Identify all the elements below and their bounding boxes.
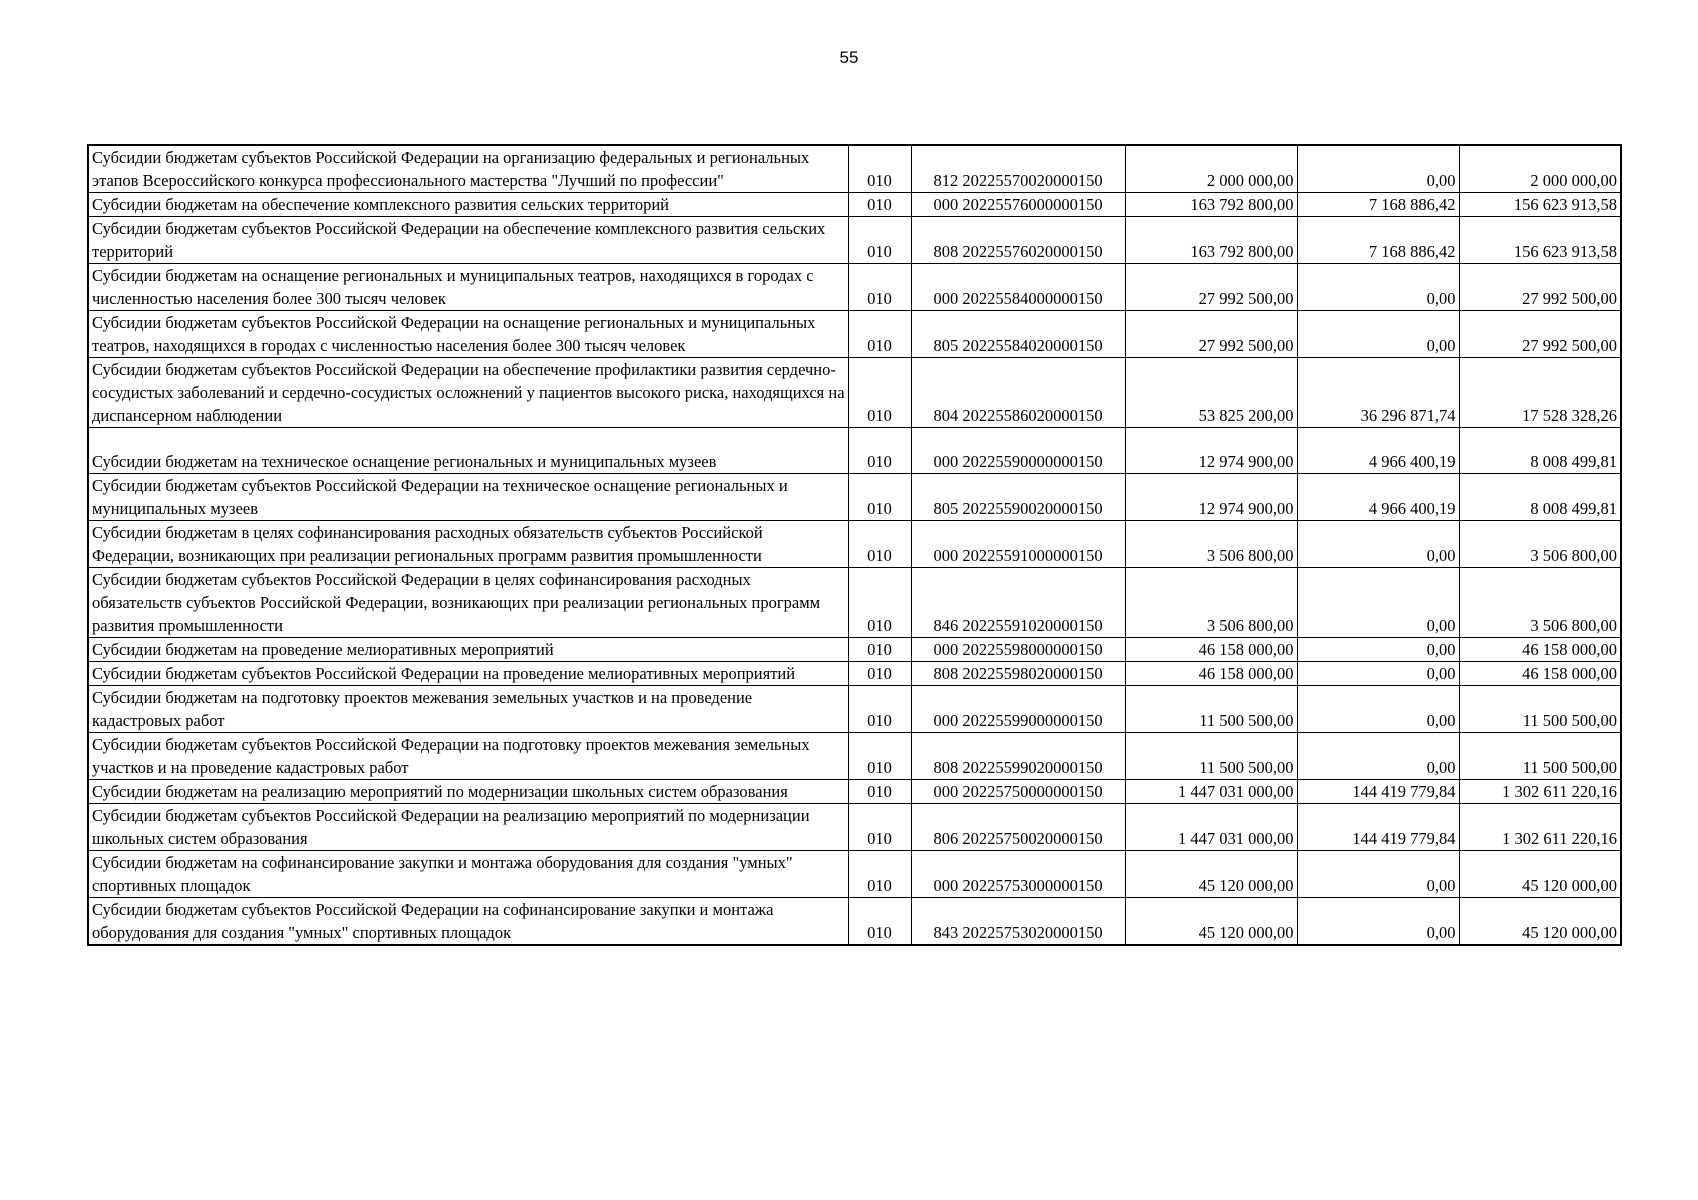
row-description: Субсидии бюджетам субъектов Российской Федерации на софинансирование закупки и монтажа оборудования для создания "умных" спортивных площадок	[88, 898, 848, 946]
row-description: Субсидии бюджетам на обеспечение комплексного развития сельских территорий	[88, 193, 848, 217]
table-row	[88, 193, 1621, 217]
table-row	[88, 733, 1621, 780]
row-executed-amount: 0,00	[1297, 686, 1459, 733]
row-executed-amount: 4 966 400,19	[1297, 428, 1459, 474]
table-row	[88, 804, 1621, 851]
row-approved-amount: 12 974 900,00	[1125, 474, 1297, 521]
page-number: 55	[839, 48, 859, 67]
row-executed-amount: 7 168 886,42	[1297, 193, 1459, 217]
row-unexecuted-amount: 45 120 000,00	[1459, 898, 1621, 946]
table-row	[88, 851, 1621, 898]
row-description: Субсидии бюджетам субъектов Российской Федерации в целях софинансирования расходных обязательств субъектов Российской Федерации, возникающих при реализации региональных программ развития промышленности	[88, 568, 848, 638]
row-budget-code: 000 20225584000000150	[911, 264, 1125, 311]
row-executed-amount: 7 168 886,42	[1297, 217, 1459, 264]
row-executed-amount: 0,00	[1297, 898, 1459, 946]
row-budget-code: 000 20225599000000150	[911, 686, 1125, 733]
table-row	[88, 898, 1621, 946]
row-approved-amount: 27 992 500,00	[1125, 264, 1297, 311]
row-description: Субсидии бюджетам субъектов Российской Федерации на реализацию мероприятий по модернизации школьных систем образования	[88, 804, 848, 851]
row-approved-amount: 45 120 000,00	[1125, 898, 1297, 946]
row-executed-amount: 36 296 871,74	[1297, 358, 1459, 428]
row-description: Субсидии бюджетам в целях софинансирования расходных обязательств субъектов Российской Федерации, возникающих при реализации региональных программ развития промышленности	[88, 521, 848, 568]
row-budget-code: 812 20225570020000150	[911, 145, 1125, 193]
row-budget-code: 000 20225590000000150	[911, 428, 1125, 474]
row-budget-code: 000 20225576000000150	[911, 193, 1125, 217]
row-budget-code: 843 20225753020000150	[911, 898, 1125, 946]
row-unexecuted-amount: 3 506 800,00	[1459, 568, 1621, 638]
table-row	[88, 474, 1621, 521]
row-budget-code: 805 20225584020000150	[911, 311, 1125, 358]
row-approved-amount: 163 792 800,00	[1125, 193, 1297, 217]
table-row	[88, 568, 1621, 638]
row-line-code: 010	[848, 568, 911, 638]
row-line-code: 010	[848, 428, 911, 474]
row-line-code: 010	[848, 474, 911, 521]
row-budget-code: 000 20225750000000150	[911, 780, 1125, 804]
row-unexecuted-amount: 27 992 500,00	[1459, 311, 1621, 358]
row-approved-amount: 53 825 200,00	[1125, 358, 1297, 428]
row-executed-amount: 0,00	[1297, 568, 1459, 638]
row-budget-code: 000 20225753000000150	[911, 851, 1125, 898]
row-executed-amount: 4 966 400,19	[1297, 474, 1459, 521]
row-line-code: 010	[848, 193, 911, 217]
row-unexecuted-amount: 11 500 500,00	[1459, 686, 1621, 733]
row-line-code: 010	[848, 851, 911, 898]
row-executed-amount: 0,00	[1297, 521, 1459, 568]
row-budget-code: 000 20225591000000150	[911, 521, 1125, 568]
row-line-code: 010	[848, 733, 911, 780]
row-approved-amount: 11 500 500,00	[1125, 733, 1297, 780]
row-executed-amount: 0,00	[1297, 638, 1459, 662]
row-line-code: 010	[848, 686, 911, 733]
row-budget-code: 846 20225591020000150	[911, 568, 1125, 638]
row-unexecuted-amount: 45 120 000,00	[1459, 851, 1621, 898]
row-line-code: 010	[848, 217, 911, 264]
table-row	[88, 521, 1621, 568]
row-executed-amount: 0,00	[1297, 851, 1459, 898]
row-unexecuted-amount: 2 000 000,00	[1459, 145, 1621, 193]
row-description: Субсидии бюджетам на техническое оснащение региональных и муниципальных музеев	[88, 428, 848, 474]
budget-table	[87, 144, 1622, 946]
row-executed-amount: 0,00	[1297, 311, 1459, 358]
row-unexecuted-amount: 46 158 000,00	[1459, 638, 1621, 662]
row-description: Субсидии бюджетам субъектов Российской Федерации на обеспечение профилактики развития сердечно-сосудистых заболеваний и сердечно-сосудистых осложнений у пациентов высокого риска, находящихся на диспансерном наблюдении	[88, 358, 848, 428]
row-budget-code: 806 20225750020000150	[911, 804, 1125, 851]
row-unexecuted-amount: 8 008 499,81	[1459, 474, 1621, 521]
row-budget-code: 808 20225599020000150	[911, 733, 1125, 780]
row-line-code: 010	[848, 311, 911, 358]
row-approved-amount: 1 447 031 000,00	[1125, 804, 1297, 851]
row-budget-code: 804 20225586020000150	[911, 358, 1125, 428]
row-unexecuted-amount: 46 158 000,00	[1459, 662, 1621, 686]
table-row	[88, 217, 1621, 264]
row-unexecuted-amount: 1 302 611 220,16	[1459, 804, 1621, 851]
row-approved-amount: 1 447 031 000,00	[1125, 780, 1297, 804]
table-row	[88, 780, 1621, 804]
row-description: Субсидии бюджетам на подготовку проектов межевания земельных участков и на проведение кадастровых работ	[88, 686, 848, 733]
row-unexecuted-amount: 3 506 800,00	[1459, 521, 1621, 568]
row-description: Субсидии бюджетам субъектов Российской Федерации на проведение мелиоративных мероприятий	[88, 662, 848, 686]
table-row	[88, 662, 1621, 686]
row-line-code: 010	[848, 145, 911, 193]
row-description: Субсидии бюджетам субъектов Российской Федерации на обеспечение комплексного развития сельских территорий	[88, 217, 848, 264]
table-row	[88, 638, 1621, 662]
row-line-code: 010	[848, 780, 911, 804]
row-line-code: 010	[848, 638, 911, 662]
row-description: Субсидии бюджетам субъектов Российской Федерации на организацию федеральных и региональных этапов Всероссийского конкурса профессионального мастерства "Лучший по профессии"	[88, 145, 848, 193]
row-unexecuted-amount: 11 500 500,00	[1459, 733, 1621, 780]
row-approved-amount: 163 792 800,00	[1125, 217, 1297, 264]
row-approved-amount: 2 000 000,00	[1125, 145, 1297, 193]
row-approved-amount: 46 158 000,00	[1125, 638, 1297, 662]
table-row	[88, 358, 1621, 428]
row-description: Субсидии бюджетам на реализацию мероприятий по модернизации школьных систем образования	[88, 780, 848, 804]
row-approved-amount: 11 500 500,00	[1125, 686, 1297, 733]
row-budget-code: 000 20225598000000150	[911, 638, 1125, 662]
row-line-code: 010	[848, 662, 911, 686]
row-description: Субсидии бюджетам субъектов Российской Федерации на техническое оснащение региональных и муниципальных музеев	[88, 474, 848, 521]
row-line-code: 010	[848, 358, 911, 428]
row-unexecuted-amount: 17 528 328,26	[1459, 358, 1621, 428]
table-row	[88, 428, 1621, 474]
row-executed-amount: 0,00	[1297, 662, 1459, 686]
row-unexecuted-amount: 8 008 499,81	[1459, 428, 1621, 474]
row-unexecuted-amount: 27 992 500,00	[1459, 264, 1621, 311]
row-unexecuted-amount: 1 302 611 220,16	[1459, 780, 1621, 804]
row-description: Субсидии бюджетам на проведение мелиоративных мероприятий	[88, 638, 848, 662]
row-line-code: 010	[848, 898, 911, 946]
row-approved-amount: 3 506 800,00	[1125, 568, 1297, 638]
row-executed-amount: 0,00	[1297, 733, 1459, 780]
row-unexecuted-amount: 156 623 913,58	[1459, 193, 1621, 217]
row-approved-amount: 27 992 500,00	[1125, 311, 1297, 358]
row-unexecuted-amount: 156 623 913,58	[1459, 217, 1621, 264]
row-approved-amount: 46 158 000,00	[1125, 662, 1297, 686]
row-executed-amount: 0,00	[1297, 264, 1459, 311]
row-line-code: 010	[848, 804, 911, 851]
row-line-code: 010	[848, 521, 911, 568]
row-description: Субсидии бюджетам субъектов Российской Федерации на подготовку проектов межевания земельных участков и на проведение кадастровых работ	[88, 733, 848, 780]
table-row	[88, 264, 1621, 311]
row-executed-amount: 144 419 779,84	[1297, 780, 1459, 804]
row-executed-amount: 144 419 779,84	[1297, 804, 1459, 851]
row-budget-code: 805 20225590020000150	[911, 474, 1125, 521]
table-row	[88, 311, 1621, 358]
row-budget-code: 808 20225576020000150	[911, 217, 1125, 264]
table-row	[88, 686, 1621, 733]
row-executed-amount: 0,00	[1297, 145, 1459, 193]
row-approved-amount: 12 974 900,00	[1125, 428, 1297, 474]
table-row	[88, 145, 1621, 193]
row-budget-code: 808 20225598020000150	[911, 662, 1125, 686]
row-approved-amount: 3 506 800,00	[1125, 521, 1297, 568]
row-line-code: 010	[848, 264, 911, 311]
row-approved-amount: 45 120 000,00	[1125, 851, 1297, 898]
row-description: Субсидии бюджетам на софинансирование закупки и монтажа оборудования для создания "умных" спортивных площадок	[88, 851, 848, 898]
row-description: Субсидии бюджетам субъектов Российской Федерации на оснащение региональных и муниципальных театров, находящихся в городах с численностью населения более 300 тысяч человек	[88, 311, 848, 358]
row-description: Субсидии бюджетам на оснащение региональных и муниципальных театров, находящихся в городах с численностью населения более 300 тысяч человек	[88, 264, 848, 311]
